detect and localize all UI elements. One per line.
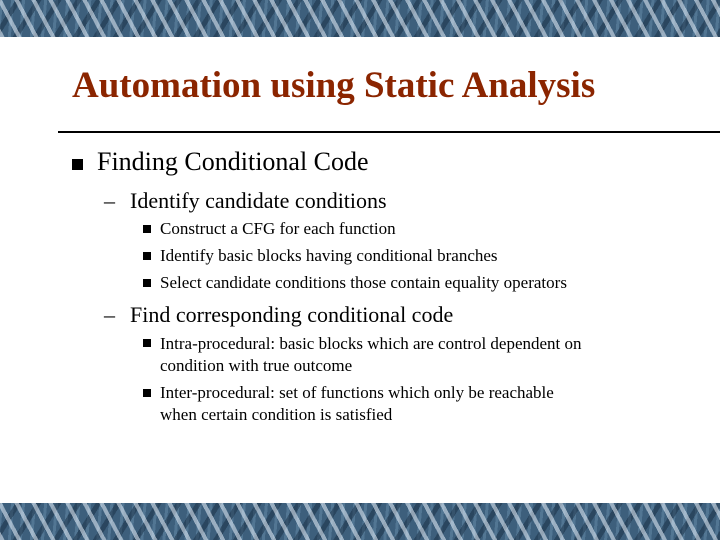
square-bullet-icon — [143, 339, 151, 347]
bottom-decorative-band — [0, 503, 720, 540]
item-intra-procedural-line-2: condition with true outcome — [160, 356, 353, 375]
dash-icon: – — [104, 188, 115, 213]
square-bullet-icon — [143, 389, 151, 397]
square-bullet-icon — [143, 225, 151, 233]
item-inter-procedural-line-2: when certain condition is satisfied — [160, 405, 393, 424]
subpoint-find-conditional-code: Find corresponding conditional code — [130, 302, 454, 327]
item-intra-procedural-line-1: Intra-procedural: basic blocks which are control dependent on — [160, 334, 582, 353]
bullet-finding-conditional-code: Finding Conditional Code — [97, 147, 369, 176]
item-select-candidate-conditions: Select candidate conditions those contain equality operators — [160, 273, 567, 292]
slide-title: Automation using Static Analysis — [72, 65, 596, 106]
square-bullet-icon — [72, 159, 83, 170]
item-construct-cfg: Construct a CFG for each function — [160, 219, 396, 238]
item-identify-basic-blocks: Identify basic blocks having conditional branches — [160, 246, 498, 265]
square-bullet-icon — [143, 252, 151, 260]
top-decorative-band — [0, 0, 720, 37]
item-inter-procedural-line-1: Inter-procedural: set of functions which only be reachable — [160, 383, 554, 402]
square-bullet-icon — [143, 279, 151, 287]
subpoint-identify-candidate-conditions: Identify candidate conditions — [130, 188, 387, 213]
title-divider — [58, 131, 720, 133]
dash-icon: – — [104, 302, 115, 327]
